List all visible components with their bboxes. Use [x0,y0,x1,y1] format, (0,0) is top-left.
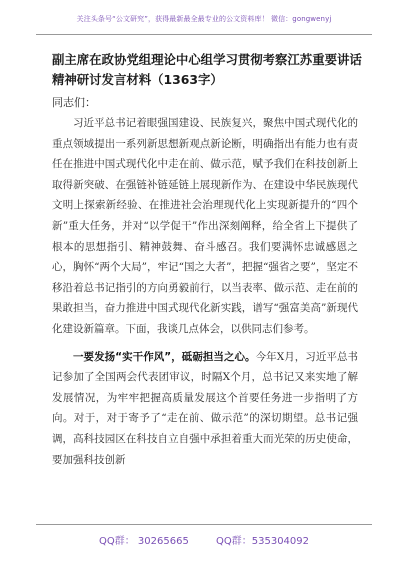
salutation: 同志们： [52,96,96,109]
footer-qq-group-2: QQ群：535304092 [216,536,310,547]
footer [0,532,408,547]
document-body [52,113,358,470]
section-paragraph [52,347,358,471]
footer-qq-group-1: QQ群： 30265665 [98,536,189,547]
intro-paragraph: 习近平总书记着眼强国建设、民族复兴，聚焦中国式现代化的重点领域提出一系列新思想新观点新论断，明确指出有能力也有责任在推进中国式现代化中走在前、做示范，赋予我们在科技创新上取得新突破、在强链补链延链上展现新作为、在建设中华民族现代文明上探索新经验、在推进社会治理现代化上实现新提升的“四个新”重大任务，并对“以学促干”作出深刻阐释，给全省上下提供了根本的思想指引、精神鼓舞、奋斗感召。我们要满怀忠诚感恩之心，胸怀“两个大局”，牢记“国之大者”，把握“强省之要”，坚定不移沿着总书记指引的方向勇毅前行，以当表率、做示范、走在前的果敢担当，奋力推进中国式现代化新实践，谱写“强富美高”新现代化建设新篇章。下面，我谈几点体会，以供同志们参考。 [52,117,358,335]
banner-text: 关注头条号“公文研究”，获得最新最全最专业的公文资料库！ 微信：gongwenyj [76,15,332,23]
footer-divider [36,524,372,525]
section-heading: 一要发扬“实干作风”，砥砺担当之心。 [73,350,256,363]
header-divider [36,34,372,35]
document-title: 副主席在政协党组理论中心组学习贯彻考察江苏重要讲话精神研讨发言材料（1363字） [52,52,362,87]
section-body: 今年X月，习近平总书记参加了全国两会代表团审议，时隔X个月，总书记又来实地了解发展情况，为牢牢把握高质量发展这个首要任务进一步指明了方向。对于，对于寄予了“走在前、做示范”的深切期望。总书记强调，高科技园区在科技自立自强中承担着重大而光荣的历史使命，要加强科技创新 [52,350,358,466]
